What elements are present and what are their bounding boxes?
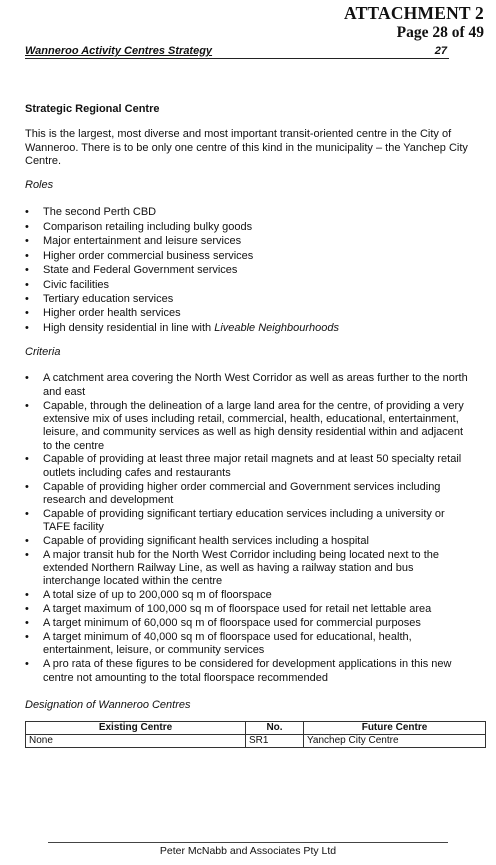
- running-header: [25, 44, 449, 59]
- list-item: • State and Federal Government services: [25, 263, 473, 277]
- list-item-emphasis: Liveable Neighbourhoods: [214, 321, 339, 334]
- page-footer: Peter McNabb and Associates Pty Ltd: [48, 842, 448, 857]
- roles-heading: Roles: [25, 179, 54, 192]
- list-item: [25, 321, 473, 335]
- list-item: • A target maximum of 100,000 sq m of floorspace used for retail net lettable area: [25, 603, 473, 616]
- list-item: • A major transit hub for the North West Corridor including being located next to the extended Northern Railway Line, as well as having a railway station and bus interchange located within the centre: [25, 549, 473, 589]
- column-header-existing: Existing Centre: [26, 722, 246, 735]
- list-item: • A pro rata of these figures to be considered for development applications in this new centre not amounting to the total floorspace recommended: [25, 658, 473, 685]
- list-item: • A target minimum of 40,000 sq m of floorspace used for educational, health, entertainment, leisure, or community services: [25, 631, 473, 658]
- list-item-text: High density residential in line with: [43, 321, 215, 334]
- section-title: Strategic Regional Centre: [25, 103, 160, 115]
- criteria-list: [25, 372, 473, 684]
- list-item: • Capable of providing significant tertiary education services including a university or TAFE facility: [25, 508, 473, 535]
- list-item: • Civic facilities: [25, 278, 473, 292]
- list-item: • A total size of up to 200,000 sq m of floorspace: [25, 589, 473, 602]
- list-item: • Higher order commercial business services: [25, 249, 473, 263]
- criteria-heading: Criteria: [25, 346, 61, 359]
- column-header-number: No.: [246, 722, 304, 735]
- attachment-stamp: [344, 4, 484, 42]
- list-item: • Higher order health services: [25, 306, 473, 320]
- table-row: [26, 735, 486, 748]
- list-item: • Comparison retailing including bulky goods: [25, 220, 473, 234]
- page-number: 27: [434, 45, 447, 57]
- list-item: • Capable of providing higher order commercial and Government services including research and development: [25, 481, 473, 508]
- list-item: • The second Perth CBD: [25, 205, 473, 219]
- column-header-future: Future Centre: [304, 722, 486, 735]
- list-item: • Capable of providing significant health services including a hospital: [25, 535, 473, 548]
- list-item: • A target minimum of 60,000 sq m of floorspace used for commercial purposes: [25, 617, 473, 630]
- designation-heading: Designation of Wanneroo Centres: [25, 698, 191, 711]
- table-cell: SR1: [246, 735, 304, 748]
- list-item: • Capable, through the delineation of a large land area for the centre, of providing a very extensive mix of uses including retail, commercial, health, educational, entertainment, leisure, and community services as well as high density residential within and adjacent to the centre: [25, 400, 473, 453]
- document-title: Wanneroo Activity Centres Strategy: [25, 45, 213, 57]
- table-cell: None: [26, 735, 246, 748]
- list-item: • Capable of providing at least three major retail magnets and at least 50 specialty retail outlets including cafes and restaurants: [25, 453, 473, 480]
- roles-list: [25, 205, 473, 335]
- page-body: [25, 103, 473, 748]
- list-item: • Major entertainment and leisure services: [25, 234, 473, 248]
- table-cell: Yanchep City Centre: [304, 735, 486, 748]
- attachment-label: ATTACHMENT 2: [344, 3, 484, 23]
- intro-paragraph: This is the largest, most diverse and most important transit-oriented centre in the City of Wanneroo. There is to be only one centre of this kind in the municipality – the Yanchep City Centre.: [25, 128, 468, 167]
- list-item: • Tertiary education services: [25, 292, 473, 306]
- list-item: • A catchment area covering the North West Corridor as well as areas further to the north and east: [25, 372, 473, 399]
- designation-table: [25, 721, 486, 748]
- table-header-row: [26, 722, 486, 735]
- page-count-label: Page 28 of 49: [396, 24, 484, 41]
